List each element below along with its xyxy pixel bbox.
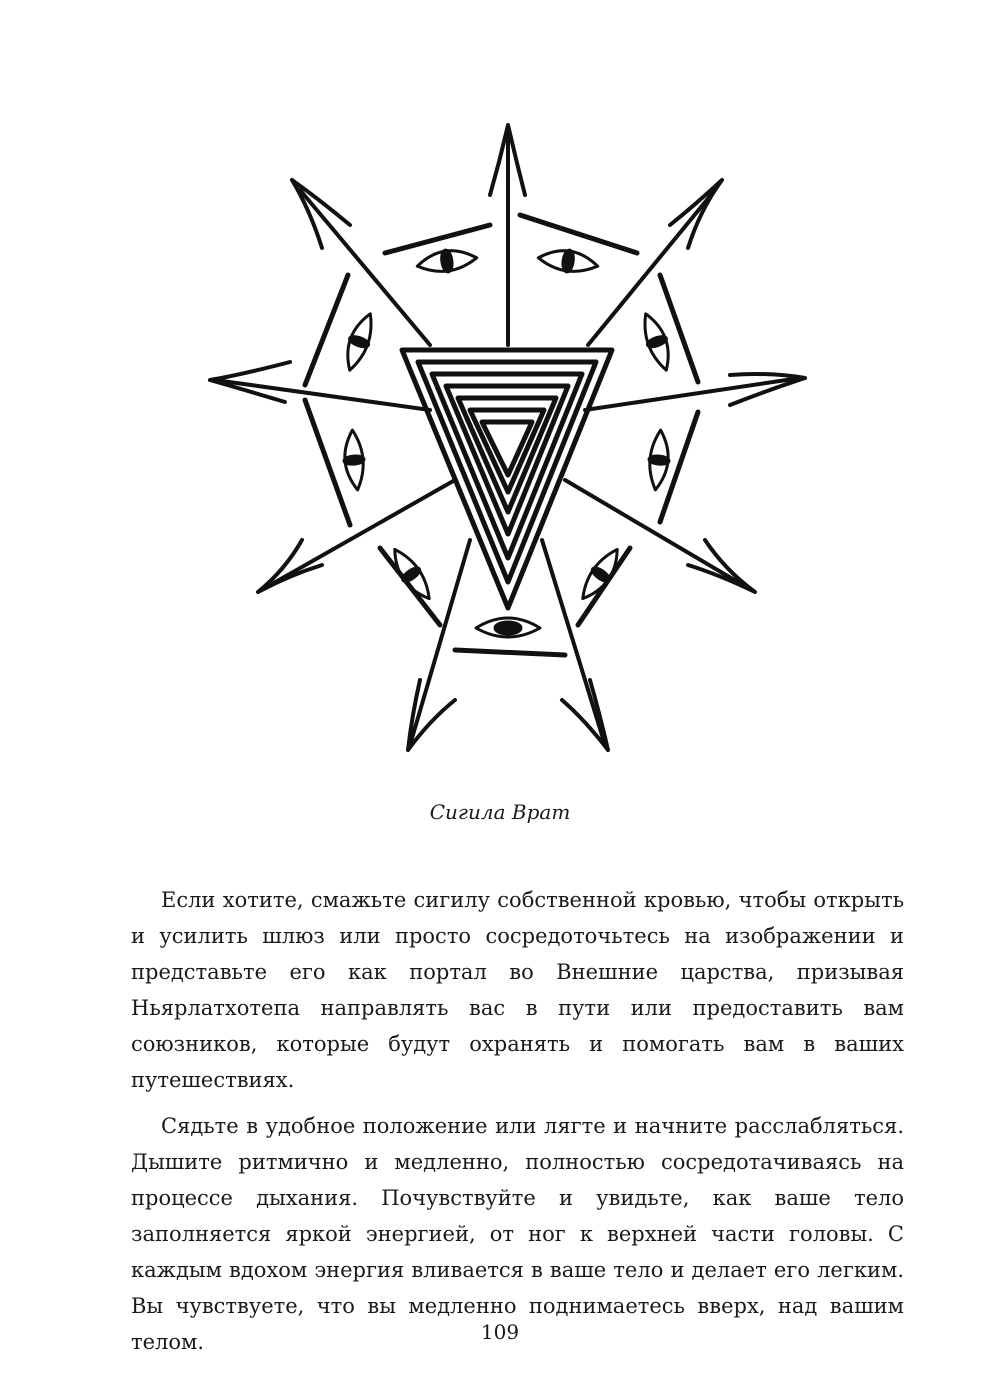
paragraph: Если хотите, смажьте сигилу собственной кровью, чтобы открыть и усилить шлюз или просто сосредоточьтесь на изображении и представьте его как портал во Внешние царства, призывая Ньярлатхотепа направлять вас в пути или предоставить вам союзников, которые будут охранять и помогать вам в ваших путешествиях. [131, 888, 904, 1092]
eye-icon [341, 429, 366, 491]
eye-icon [637, 310, 676, 373]
eye-icon [476, 618, 540, 637]
body-text [131, 882, 904, 1370]
sigil-icon [210, 125, 805, 750]
eye-icon [386, 544, 437, 605]
figure-caption: Сигила Врат [429, 800, 571, 824]
paragraph: Сядьте в удобное положение или лягте и начните расслабляться. Дышите ритмично и медленно, полностью сосредотачиваясь на процессе дыхания. Почувствуйте и увидьте, как ваше тело заполняется яркой энергией, от ног к верхней части головы. С каждым вдохом энергия вливается в ваше тело и делает его легким. Вы чувствуете, что вы медленно поднимаетесь вверх, над вашим телом. [131, 1114, 904, 1354]
page-number: 109 [480, 1320, 520, 1344]
eye-icon [646, 429, 671, 491]
eye-icon [339, 310, 378, 373]
eye-icon [416, 246, 478, 276]
eye-icon [575, 544, 626, 605]
eye-icon [537, 246, 599, 276]
nested-triangles [402, 350, 612, 608]
